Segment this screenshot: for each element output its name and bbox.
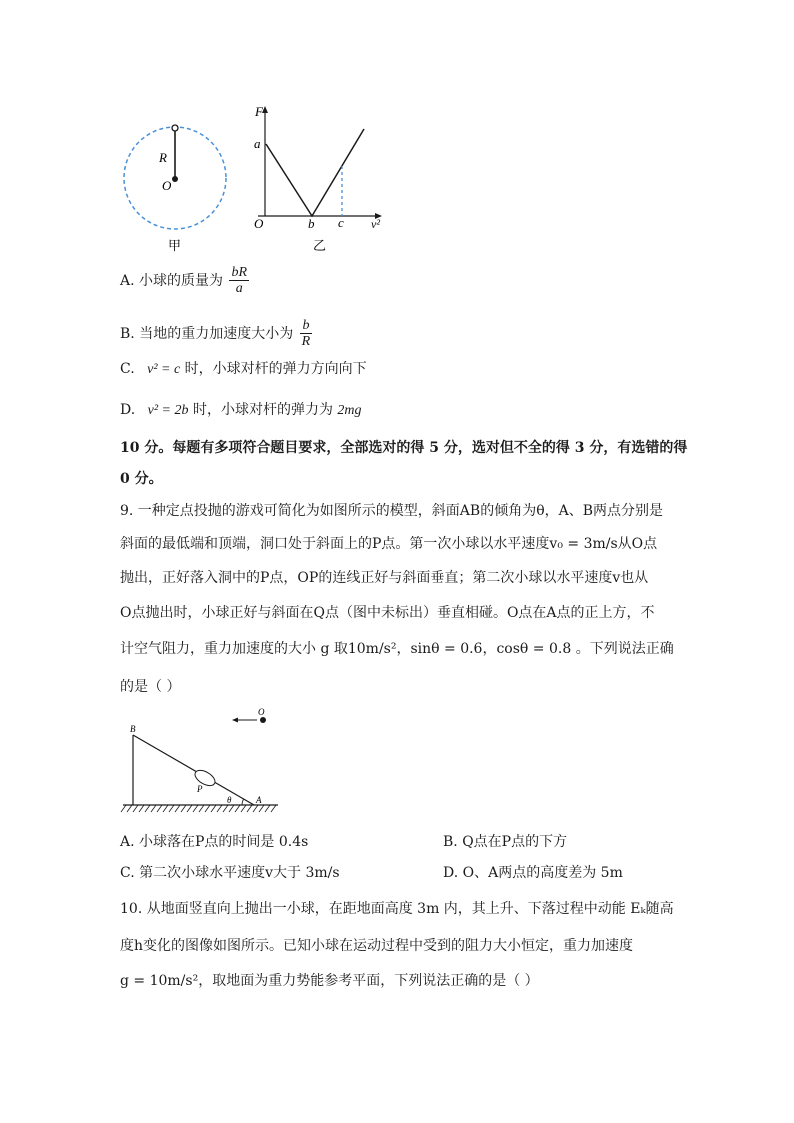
label-A: A: [256, 795, 262, 805]
q8-option-d-text: 时，小球对杆的弹力为: [192, 402, 333, 418]
section-instruction-line1: 10 分。每题有多项符合题目要求，全部选对的得 5 分，选对但不全的得 3 分，有选错的得: [120, 440, 688, 456]
q9-line-1: 9. 一种定点投抛的游戏可简化为如图所示的模型，斜面AB的倾角为θ，A、B两点分别是: [120, 503, 664, 519]
label-c: c: [338, 215, 344, 230]
figure-incline: [118, 705, 288, 817]
q8-option-d-letter: D.: [120, 402, 136, 418]
q8-option-d-eq: v² = 2b: [147, 403, 189, 418]
q8-option-c-eq: v² = c: [147, 362, 181, 377]
q8-option-a-fraction: [229, 265, 249, 297]
q8-option-a-prefix: A. 小球的质量为: [120, 272, 224, 289]
figure-circle-and-graph: [115, 100, 395, 260]
q8-option-b-fraction: [300, 318, 313, 350]
label-O-graph: O: [254, 216, 264, 231]
q9-option-b: B. Q点在P点的下方: [443, 834, 568, 850]
q9-line-2: 斜面的最低端和顶端，洞口处于斜面上的P点。第一次小球以水平速度v₀ = 3m/s从O点: [120, 536, 658, 552]
label-B: B: [130, 724, 136, 734]
q8-option-b-prefix: B. 当地的重力加速度大小为: [120, 325, 294, 342]
q9-line-4: O点抛出时，小球正好与斜面在Q点（图中未标出）垂直相碰。O点在A点的正上方，不: [120, 605, 655, 621]
q8-option-c-text: 时，小球对杆的弹力方向向下: [184, 361, 367, 377]
q10-line-1: 10. 从地面竖直向上抛出一小球，在距地面高度 3m 内，其上升、下落过程中动能 Eₖ随高: [120, 901, 674, 917]
label-P: P: [197, 784, 203, 794]
q10-line-3: g = 10m/s²，取地面为重力势能参考平面，下列说法正确的是（ ）: [120, 973, 539, 989]
q8-option-d: [120, 399, 362, 419]
q9-line-6: 的是（ ）: [120, 679, 181, 695]
graph-v-line: [266, 129, 364, 216]
center-point: [172, 176, 178, 182]
ground-hatch: [121, 805, 276, 812]
label-O-circle: O: [162, 178, 172, 193]
ball-top: [172, 125, 178, 131]
q8-option-a-den: a: [235, 281, 243, 297]
q8-option-c-letter: C.: [120, 361, 135, 377]
caption-jia: 甲: [168, 238, 182, 253]
q9-option-a: A. 小球落在P点的时间是 0.4s: [120, 834, 309, 850]
q8-option-a: [120, 265, 249, 297]
q9-option-d: D. O、A两点的高度差为 5m: [443, 865, 623, 881]
label-b: b: [308, 216, 315, 231]
q9-option-c: C. 第二次小球水平速度v大于 3m/s: [120, 865, 340, 881]
label-F: F: [255, 104, 263, 119]
label-v2: v²: [371, 217, 380, 231]
q9-line-3: 抛出，正好落入洞中的P点，OP的连线正好与斜面垂直；第二次小球以水平速度v也从: [120, 570, 649, 586]
q8-option-b-den: R: [301, 334, 311, 350]
incline-ab: [133, 735, 254, 805]
caption-yi: 乙: [313, 238, 327, 253]
q8-option-c: [120, 358, 367, 378]
point-o: [260, 717, 266, 723]
velocity-arrowhead: [232, 718, 238, 723]
q8-option-d-value: 2mg: [337, 403, 362, 418]
q8-option-a-num: bR: [231, 265, 248, 280]
label-R: R: [159, 150, 167, 165]
label-theta: θ: [227, 795, 232, 805]
q9-line-5: 计空气阻力，重力加速度的大小 g 取10m/s²，sinθ = 0.6，cosθ = 0.8 。下列说法正确: [120, 641, 674, 657]
q8-option-b: [120, 318, 312, 350]
label-O: O: [258, 707, 265, 717]
q10-line-2: 度h变化的图像如图所示。已知小球在运动过程中受到的阻力大小恒定，重力加速度: [120, 938, 634, 954]
theta-arc: [242, 799, 244, 805]
q8-option-b-num: b: [300, 318, 313, 334]
section-instruction-line2: 0 分。: [120, 471, 163, 487]
label-a: a: [254, 136, 261, 151]
